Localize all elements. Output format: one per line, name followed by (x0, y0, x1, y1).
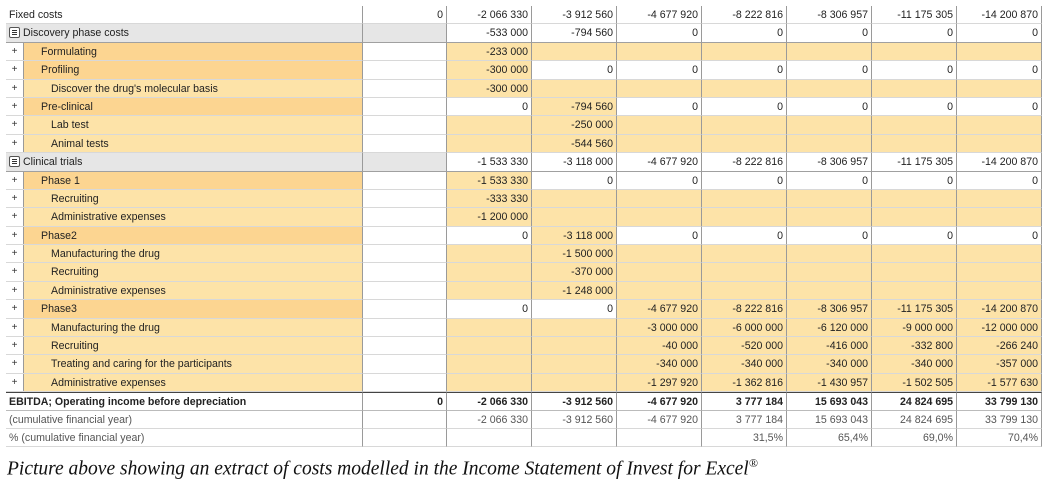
expand-toggle-icon[interactable]: + (6, 135, 24, 153)
value-cell[interactable] (787, 208, 872, 226)
value-cell[interactable]: 0 (702, 172, 787, 190)
value-cell[interactable]: 0 (702, 98, 787, 116)
row-phase3 (6, 300, 1042, 318)
expand-toggle-icon[interactable]: + (6, 43, 24, 61)
value-cell[interactable] (617, 429, 702, 447)
value-cell[interactable]: -333 330 (447, 190, 532, 208)
value-cell[interactable]: -4 677 920 (617, 300, 702, 318)
row-label-cell[interactable] (6, 392, 363, 410)
row-formulating (6, 43, 1042, 61)
row-pctfy (6, 429, 1042, 447)
value-cell[interactable]: -4 677 920 (617, 153, 702, 171)
value-cell[interactable]: -1 502 505 (872, 374, 957, 392)
value-cell[interactable]: 0 (787, 227, 872, 245)
value-cell[interactable] (957, 43, 1042, 61)
value-cell[interactable] (532, 80, 617, 98)
value-cell[interactable]: 0 (532, 300, 617, 318)
value-cell[interactable] (617, 282, 702, 300)
value-cell[interactable]: 0 (957, 227, 1042, 245)
value-cell[interactable] (787, 263, 872, 281)
row-label-cell[interactable] (6, 135, 363, 153)
value-cell[interactable] (447, 135, 532, 153)
value-cell[interactable] (447, 337, 532, 355)
value-cell[interactable]: -12 000 000 (957, 319, 1042, 337)
expand-toggle-icon[interactable]: + (6, 374, 24, 392)
figure-caption (7, 456, 758, 481)
value-cell[interactable]: 0 (872, 61, 957, 79)
row-label-cell[interactable] (6, 208, 363, 226)
value-cell[interactable] (702, 245, 787, 263)
value-cell[interactable]: -11 175 305 (872, 300, 957, 318)
value-cell[interactable]: -233 000 (447, 43, 532, 61)
value-cell[interactable]: 0 (702, 24, 787, 42)
value-cell[interactable] (363, 135, 447, 153)
value-cell[interactable]: -2 066 330 (447, 6, 532, 24)
value-cell[interactable]: 0 (957, 98, 1042, 116)
value-cell[interactable] (702, 116, 787, 134)
value-cell[interactable]: -9 000 000 (872, 319, 957, 337)
value-cell[interactable]: -40 000 (617, 337, 702, 355)
value-cell[interactable] (872, 245, 957, 263)
value-cell[interactable] (702, 190, 787, 208)
value-cell[interactable] (702, 263, 787, 281)
value-cell[interactable]: -14 200 870 (957, 6, 1042, 24)
row-p3admin (6, 374, 1042, 392)
row-ebitda (6, 392, 1042, 410)
caption-text: Picture above showing an extract of costs modelled in the Income Statement of Invest for Excel (7, 458, 749, 480)
row-label-cell[interactable] (6, 116, 363, 134)
value-cell[interactable]: -340 000 (872, 355, 957, 373)
value-cell[interactable] (957, 116, 1042, 134)
row-label: Lab test (24, 116, 362, 134)
value-cell[interactable] (787, 135, 872, 153)
row-p1admin (6, 208, 1042, 226)
value-cell[interactable]: 15 693 043 (787, 411, 872, 429)
value-cell[interactable] (872, 282, 957, 300)
registered-mark: ® (748, 456, 758, 470)
value-cell[interactable]: -8 222 816 (702, 300, 787, 318)
value-cell[interactable]: 0 (617, 98, 702, 116)
expand-toggle-icon[interactable]: + (6, 319, 24, 337)
value-cell[interactable]: 0 (532, 61, 617, 79)
value-cell[interactable] (363, 355, 447, 373)
value-cell[interactable] (787, 282, 872, 300)
value-cell[interactable] (872, 43, 957, 61)
value-cell[interactable]: -4 677 920 (617, 392, 702, 410)
row-label-cell[interactable] (6, 61, 363, 79)
value-cell[interactable]: -1 297 920 (617, 374, 702, 392)
value-cell[interactable]: -520 000 (702, 337, 787, 355)
row-label: Phase2 (24, 227, 362, 245)
value-cell[interactable] (363, 227, 447, 245)
row-cumfy (6, 411, 1042, 429)
value-cell[interactable] (363, 263, 447, 281)
value-cell[interactable]: -300 000 (447, 80, 532, 98)
value-cell[interactable] (787, 116, 872, 134)
row-label: Phase 1 (24, 172, 362, 190)
row-label: Recruiting (24, 190, 362, 208)
value-cell[interactable]: 0 (532, 172, 617, 190)
value-cell[interactable]: -416 000 (787, 337, 872, 355)
value-cell[interactable] (363, 300, 447, 318)
value-cell[interactable] (787, 245, 872, 263)
value-cell[interactable]: 0 (957, 172, 1042, 190)
value-cell[interactable]: 15 693 043 (787, 392, 872, 410)
value-cell[interactable]: 0 (702, 61, 787, 79)
value-cell[interactable]: -1 533 330 (447, 153, 532, 171)
value-cell[interactable]: -8 306 957 (787, 300, 872, 318)
row-label-cell[interactable] (6, 43, 363, 61)
value-cell[interactable] (363, 61, 447, 79)
value-cell[interactable] (617, 116, 702, 134)
value-cell[interactable]: 0 (617, 61, 702, 79)
value-cell[interactable] (872, 190, 957, 208)
row-label: Treating and caring for the participants (24, 355, 362, 373)
row-label-cell[interactable] (6, 319, 363, 337)
value-cell[interactable]: 3 777 184 (702, 392, 787, 410)
row-label-cell[interactable] (6, 153, 363, 171)
value-cell[interactable]: -14 200 870 (957, 300, 1042, 318)
value-cell[interactable]: -11 175 305 (872, 6, 957, 24)
row-preclinical (6, 98, 1042, 116)
value-cell[interactable] (617, 245, 702, 263)
value-cell[interactable]: 3 777 184 (702, 411, 787, 429)
value-cell[interactable]: 0 (957, 24, 1042, 42)
section-label: Discovery phase costs (23, 27, 129, 40)
value-cell[interactable] (617, 208, 702, 226)
value-cell[interactable]: 0 (617, 172, 702, 190)
row-label: Administrative expenses (24, 374, 362, 392)
value-cell[interactable]: 0 (872, 172, 957, 190)
value-cell[interactable] (957, 190, 1042, 208)
expand-toggle-icon[interactable]: + (6, 355, 24, 373)
value-cell[interactable]: -250 000 (532, 116, 617, 134)
value-cell[interactable]: 0 (447, 227, 532, 245)
value-cell[interactable] (702, 208, 787, 226)
value-cell[interactable]: 0 (957, 61, 1042, 79)
row-label: Fixed costs (9, 9, 63, 21)
row-label: Pre-clinical (24, 98, 362, 116)
value-cell[interactable] (363, 245, 447, 263)
row-label: Recruiting (24, 337, 362, 355)
row-label: % (cumulative financial year) (9, 431, 145, 444)
row-label: EBITDA; Operating income before depreciation (9, 396, 247, 409)
value-cell[interactable] (617, 80, 702, 98)
value-cell[interactable]: -1 500 000 (532, 245, 617, 263)
value-cell[interactable]: -794 560 (532, 24, 617, 42)
value-cell[interactable] (702, 43, 787, 61)
row-phase2 (6, 227, 1042, 245)
value-cell[interactable] (363, 208, 447, 226)
value-cell[interactable]: 33 799 130 (957, 392, 1042, 410)
value-cell[interactable]: 0 (617, 24, 702, 42)
row-label-cell[interactable] (6, 355, 363, 373)
row-discovery (6, 24, 1042, 42)
value-cell[interactable]: 0 (787, 24, 872, 42)
value-cell[interactable] (363, 172, 447, 190)
value-cell[interactable]: -1 533 330 (447, 172, 532, 190)
value-cell[interactable] (872, 208, 957, 226)
value-cell[interactable] (447, 116, 532, 134)
value-cell[interactable] (872, 263, 957, 281)
expand-toggle-icon[interactable]: + (6, 245, 24, 263)
value-cell[interactable]: -332 800 (872, 337, 957, 355)
value-cell[interactable] (872, 80, 957, 98)
value-cell[interactable] (363, 190, 447, 208)
value-cell[interactable]: 33 799 130 (957, 411, 1042, 429)
value-cell[interactable]: -3 912 560 (532, 411, 617, 429)
value-cell[interactable]: -794 560 (532, 98, 617, 116)
income-statement-grid (6, 6, 1042, 447)
row-phase1 (6, 172, 1042, 190)
value-cell[interactable]: -340 000 (702, 355, 787, 373)
value-cell[interactable] (532, 429, 617, 447)
expand-toggle-icon[interactable]: + (6, 80, 24, 98)
expand-toggle-icon[interactable]: + (6, 282, 24, 300)
value-cell[interactable]: -3 912 560 (532, 6, 617, 24)
value-cell[interactable]: -1 362 816 (702, 374, 787, 392)
row-label-cell[interactable] (6, 337, 363, 355)
value-cell[interactable] (447, 429, 532, 447)
row-label: Discover the drug's molecular basis (24, 80, 362, 98)
row-label: Profiling (24, 61, 362, 79)
value-cell[interactable]: -533 000 (447, 24, 532, 42)
value-cell[interactable] (447, 355, 532, 373)
value-cell[interactable]: -340 000 (787, 355, 872, 373)
value-cell[interactable]: -8 306 957 (787, 6, 872, 24)
row-p2recruit (6, 263, 1042, 281)
row-p2admin (6, 282, 1042, 300)
value-cell[interactable]: 69,0% (872, 429, 957, 447)
expand-toggle-icon[interactable]: + (6, 190, 24, 208)
row-p3treat (6, 355, 1042, 373)
value-cell[interactable]: 0 (872, 227, 957, 245)
row-label-cell[interactable] (6, 411, 363, 429)
value-cell[interactable]: -1 248 000 (532, 282, 617, 300)
value-cell[interactable] (363, 98, 447, 116)
value-cell[interactable] (363, 337, 447, 355)
expand-toggle-icon[interactable]: + (6, 300, 24, 318)
row-label-cell[interactable] (6, 6, 363, 24)
value-cell[interactable]: -357 000 (957, 355, 1042, 373)
value-cell[interactable]: -8 222 816 (702, 6, 787, 24)
row-clinical (6, 153, 1042, 171)
value-cell[interactable] (617, 190, 702, 208)
value-cell[interactable]: 0 (702, 227, 787, 245)
row-label-cell[interactable] (6, 80, 363, 98)
row-label: Recruiting (24, 263, 362, 281)
value-cell[interactable]: -1 577 630 (957, 374, 1042, 392)
value-cell[interactable] (957, 80, 1042, 98)
value-cell[interactable]: -2 066 330 (447, 411, 532, 429)
expand-toggle-icon[interactable]: + (6, 208, 24, 226)
row-molecular (6, 80, 1042, 98)
value-cell[interactable] (363, 429, 447, 447)
value-cell[interactable]: 0 (617, 227, 702, 245)
value-cell[interactable] (447, 319, 532, 337)
expand-toggle-icon[interactable]: + (6, 227, 24, 245)
value-cell[interactable] (532, 208, 617, 226)
value-cell[interactable] (363, 80, 447, 98)
value-cell[interactable]: 0 (872, 98, 957, 116)
value-cell[interactable] (532, 337, 617, 355)
value-cell[interactable] (532, 319, 617, 337)
value-cell[interactable]: 0 (787, 61, 872, 79)
value-cell[interactable]: -266 240 (957, 337, 1042, 355)
row-label: Administrative expenses (24, 208, 362, 226)
value-cell[interactable] (447, 245, 532, 263)
value-cell[interactable] (363, 43, 447, 61)
value-cell[interactable] (957, 208, 1042, 226)
row-label-cell[interactable] (6, 172, 363, 190)
value-cell[interactable]: -8 306 957 (787, 153, 872, 171)
row-label: Animal tests (24, 135, 362, 153)
row-p2manuf (6, 245, 1042, 263)
row-label: Administrative expenses (24, 282, 362, 300)
value-cell[interactable]: -3 912 560 (532, 392, 617, 410)
value-cell[interactable] (363, 319, 447, 337)
expand-toggle-icon[interactable]: + (6, 337, 24, 355)
row-animaltests (6, 135, 1042, 153)
value-cell[interactable] (957, 245, 1042, 263)
row-label: Formulating (24, 43, 362, 61)
row-label-cell[interactable] (6, 429, 363, 447)
collapse-section-icon[interactable] (9, 156, 20, 167)
row-label-cell[interactable] (6, 263, 363, 281)
value-cell[interactable]: 24 824 695 (872, 411, 957, 429)
row-profiling (6, 61, 1042, 79)
value-cell[interactable]: -340 000 (617, 355, 702, 373)
value-cell[interactable]: -1 200 000 (447, 208, 532, 226)
row-p3manuf (6, 319, 1042, 337)
value-cell[interactable]: -4 677 920 (617, 6, 702, 24)
value-cell[interactable]: 31,5% (702, 429, 787, 447)
value-cell[interactable] (957, 135, 1042, 153)
expand-toggle-icon[interactable]: + (6, 116, 24, 134)
value-cell[interactable] (532, 374, 617, 392)
value-cell[interactable]: -2 066 330 (447, 392, 532, 410)
value-cell[interactable] (787, 43, 872, 61)
row-label-cell[interactable] (6, 374, 363, 392)
value-cell[interactable]: 24 824 695 (872, 392, 957, 410)
value-cell[interactable]: -1 430 957 (787, 374, 872, 392)
row-label-cell[interactable] (6, 227, 363, 245)
value-cell[interactable]: 70,4% (957, 429, 1042, 447)
value-cell[interactable]: -300 000 (447, 61, 532, 79)
value-cell[interactable]: 0 (447, 300, 532, 318)
value-cell[interactable]: 0 (363, 6, 447, 24)
value-cell[interactable] (617, 135, 702, 153)
value-cell[interactable]: 0 (447, 98, 532, 116)
value-cell[interactable] (363, 116, 447, 134)
row-label-cell[interactable] (6, 190, 363, 208)
value-cell[interactable]: 0 (363, 392, 447, 410)
value-cell[interactable] (787, 80, 872, 98)
row-label: (cumulative financial year) (9, 413, 133, 426)
value-cell[interactable] (532, 355, 617, 373)
value-cell[interactable]: 0 (787, 98, 872, 116)
value-cell[interactable]: 65,4% (787, 429, 872, 447)
value-cell[interactable] (702, 80, 787, 98)
value-cell[interactable] (702, 135, 787, 153)
value-cell[interactable] (532, 43, 617, 61)
value-cell[interactable]: -3 118 000 (532, 227, 617, 245)
value-cell[interactable]: -11 175 305 (872, 153, 957, 171)
value-cell[interactable] (363, 153, 447, 171)
value-cell[interactable] (872, 116, 957, 134)
value-cell[interactable] (447, 374, 532, 392)
value-cell[interactable] (787, 190, 872, 208)
value-cell[interactable] (447, 263, 532, 281)
row-label: Manufacturing the drug (24, 319, 362, 337)
expand-toggle-icon[interactable]: + (6, 172, 24, 190)
row-labtest (6, 116, 1042, 134)
value-cell[interactable] (532, 190, 617, 208)
value-cell[interactable] (363, 374, 447, 392)
value-cell[interactable]: -4 677 920 (617, 411, 702, 429)
expand-toggle-icon[interactable]: + (6, 263, 24, 281)
row-label-cell[interactable] (6, 282, 363, 300)
expand-toggle-icon[interactable]: + (6, 98, 24, 116)
row-label-cell[interactable] (6, 98, 363, 116)
value-cell[interactable]: -6 000 000 (702, 319, 787, 337)
value-cell[interactable]: -3 000 000 (617, 319, 702, 337)
value-cell[interactable]: -8 222 816 (702, 153, 787, 171)
row-p3recruit (6, 337, 1042, 355)
value-cell[interactable]: -14 200 870 (957, 153, 1042, 171)
value-cell[interactable]: -6 120 000 (787, 319, 872, 337)
value-cell[interactable] (872, 135, 957, 153)
value-cell[interactable] (363, 411, 447, 429)
value-cell[interactable]: 0 (787, 172, 872, 190)
value-cell[interactable] (447, 282, 532, 300)
value-cell[interactable] (957, 282, 1042, 300)
section-label: Clinical trials (23, 156, 83, 169)
value-cell[interactable] (957, 263, 1042, 281)
value-cell[interactable] (617, 263, 702, 281)
row-label-cell[interactable] (6, 24, 363, 42)
value-cell[interactable] (702, 282, 787, 300)
value-cell[interactable] (363, 282, 447, 300)
value-cell[interactable]: -544 560 (532, 135, 617, 153)
row-label-cell[interactable] (6, 245, 363, 263)
collapse-section-icon[interactable] (9, 27, 20, 38)
value-cell[interactable]: 0 (872, 24, 957, 42)
row-label: Phase3 (24, 300, 362, 318)
expand-toggle-icon[interactable]: + (6, 61, 24, 79)
value-cell[interactable] (363, 24, 447, 42)
row-label-cell[interactable] (6, 300, 363, 318)
value-cell[interactable]: -370 000 (532, 263, 617, 281)
row-fixed (6, 6, 1042, 24)
row-p1recruiting (6, 190, 1042, 208)
value-cell[interactable]: -3 118 000 (532, 153, 617, 171)
value-cell[interactable] (617, 43, 702, 61)
row-label: Manufacturing the drug (24, 245, 362, 263)
